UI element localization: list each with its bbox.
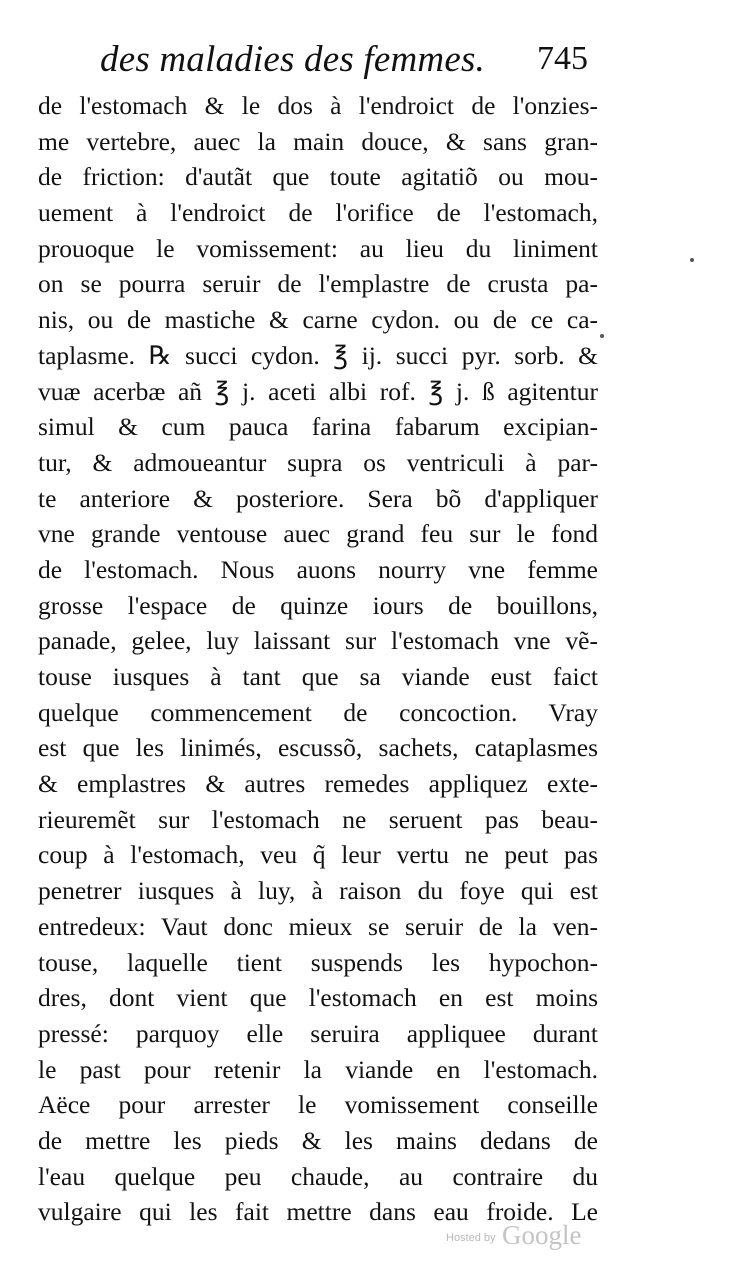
hosted-by-label: Hosted by [446,1232,496,1244]
text-line: touse, laquelle tient suspends les hypochon- [38,947,598,977]
text-line: de l'estomach & le dos à l'endroict de l'onzies- [38,91,598,120]
text-line: Aëce pour arrester le vomissement conseille [38,1090,598,1120]
text-line: on se pourra seruir de l'emplastre de crusta pa- [38,269,598,299]
text-line: l'eau quelque peu chaude, au contraire du [38,1161,598,1191]
text-line: le past pour retenir la viande en l'estomach. [38,1054,598,1084]
text-line: entredeux: Vaut donc mieux se seruir de la ven- [38,911,598,941]
text-line: est que les linimés, escussõ, sachets, cataplasmes [38,733,598,763]
text-line: touse iusques à tant que sa viande eust faict [38,662,598,691]
google-watermark [446,1220,606,1254]
page-number: 745 [537,40,588,77]
google-logo: Google [502,1220,582,1250]
page-header [100,38,600,88]
body-text [38,88,598,1230]
text-line: de mettre les pieds & les mains dedans de [38,1125,598,1155]
scan-speck [600,334,604,338]
text-line: coup à l'estomach, veu q̃ leur vertu ne peut pas [38,840,598,870]
text-line: quelque commencement de concoction. Vray [38,697,598,727]
text-line: & emplastres & autres remedes appliquez exte- [38,769,598,799]
text-line: me vertebre, auec la main douce, & sans gran- [38,126,598,156]
text-line: prouoque le vomissement: au lieu du liniment [38,233,598,263]
text-line: uement à l'endroict de l'orifice de l'estomach, [38,198,598,228]
text-line: tur, & admoueantur supra os ventriculi à par- [38,447,598,477]
text-line: penetrer iusques à luy, à raison du foye qui est [38,876,598,906]
text-line: vne grande ventouse auec grand feu sur le fond [38,519,598,549]
text-line: taplasme. ℞ succi cydon. ℥ ij. succi pyr. sorb. & [38,340,598,370]
text-line: de l'estomach. Nous auons nourry vne femme [38,554,598,584]
text-line: te anteriore & posteriore. Sera bõ d'appliquer [38,483,598,513]
text-line: vulgaire qui les fait mettre dans eau froide. Le [38,1197,598,1227]
text-line: rieuremẽt sur l'estomach ne seruent pas beau- [38,804,598,834]
text-line: simul & cum pauca farina fabarum excipian- [38,412,598,442]
text-line: pressé: parquoy elle seruira appliquee durant [38,1018,598,1048]
running-title: des maladies des femmes. [100,39,486,80]
scan-speck [690,258,694,262]
text-line: nis, ou de mastiche & carne cydon. ou de ce ca- [38,305,598,335]
text-line: vuæ acerbæ añ ℥ j. aceti albi rof. ℥ j. ß agitentur [38,376,598,406]
text-line: dres, dont vient que l'estomach en est moins [38,983,598,1013]
text-line: grosse l'espace de quinze iours de bouillons, [38,590,598,620]
text-line: de friction: d'autãt que toute agitatiõ ou mou- [38,162,598,192]
text-line: panade, gelee, luy laissant sur l'estomach vne vẽ- [38,626,598,656]
